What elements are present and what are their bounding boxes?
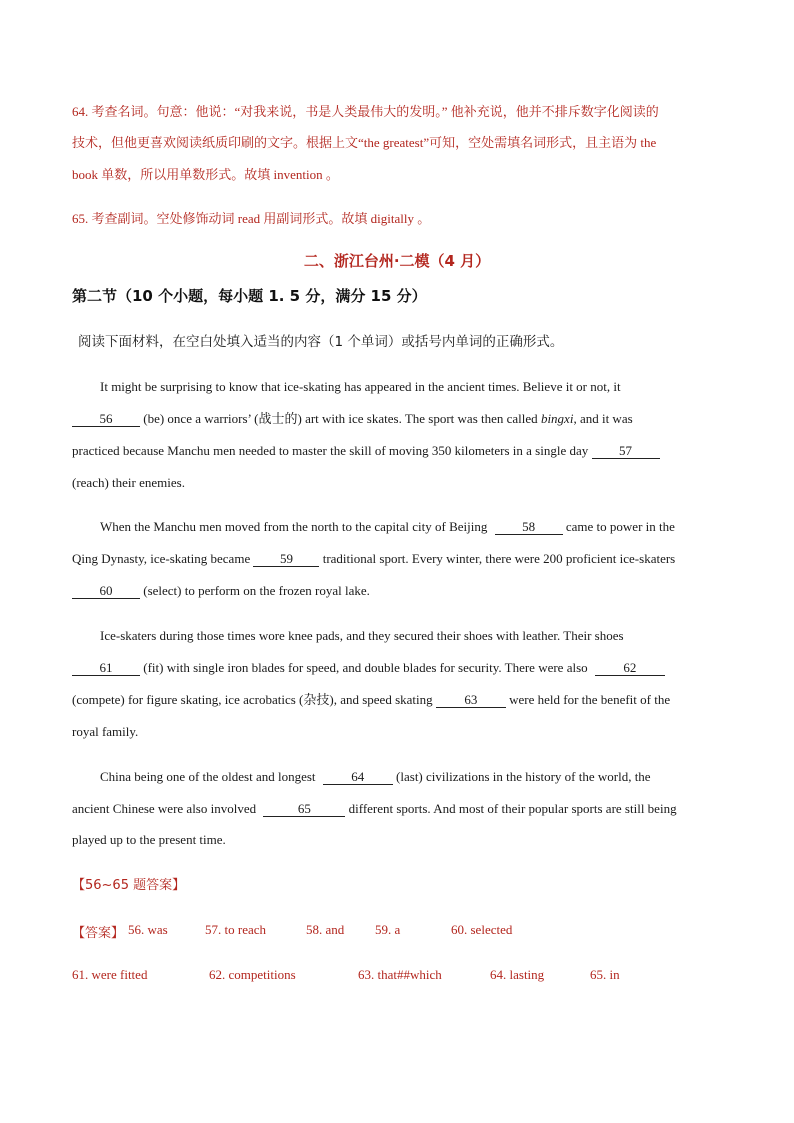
blank-58[interactable]: 58 xyxy=(495,519,563,535)
answer-61: 61. were fitted xyxy=(72,967,148,982)
passage-p3-line-4: royal family. xyxy=(72,724,139,739)
passage-p1-line-3 xyxy=(72,442,724,460)
passage-text: different sports. And most of their popular sports are still being xyxy=(348,801,677,816)
blank-65[interactable]: 65 xyxy=(263,801,345,817)
passage-p1-line-1: It might be surprising to know that ice-skating has appeared in the ancient times. Believe it or not, it xyxy=(100,379,621,394)
answers-label: 【答案】 xyxy=(72,926,125,941)
passage-text: (last) civilizations in the history of the world, the xyxy=(396,769,651,784)
passage-p1-line-2 xyxy=(72,410,724,428)
passage-text: ancient Chinese were also involved xyxy=(72,801,257,816)
passage-text: (be) once a warriors’ (战士的) art with ice skates. The sport was then called xyxy=(143,411,541,426)
passage-text: practiced because Manchu men needed to master the skill of moving 350 kilometers in a single day xyxy=(72,443,589,458)
passage-italic-term: bingxi xyxy=(540,411,574,426)
answer-58: 58. and xyxy=(306,922,345,937)
answer-59: 59. a xyxy=(375,922,401,937)
passage-p3-line-3 xyxy=(72,691,724,709)
answer-62: 62. competitions xyxy=(209,967,296,982)
passage-text: came to power in the xyxy=(565,519,675,534)
blank-60[interactable]: 60 xyxy=(72,583,140,599)
answer-63: 63. that##which xyxy=(358,967,442,982)
answer-57: 57. to reach xyxy=(205,922,267,937)
explanation-64-line-3: book 单数，所以用单数形式。故填 invention 。 xyxy=(72,167,339,182)
blank-64[interactable]: 64 xyxy=(323,769,393,785)
passage-text: were held for the benefit of the xyxy=(509,692,671,707)
passage-text: Qing Dynasty, ice-skating became xyxy=(72,551,251,566)
passage-text: When the Manchu men moved from the north to the capital city of Beijing xyxy=(100,519,488,534)
blank-57[interactable]: 57 xyxy=(592,443,660,459)
blank-63[interactable]: 63 xyxy=(436,692,506,708)
blank-59[interactable]: 59 xyxy=(253,551,319,567)
passage-p2-line-2 xyxy=(72,550,724,568)
passage-p4-line-3: played up to the present time. xyxy=(72,832,226,847)
passage-text: traditional sport. Every winter, there were 200 proficient ice-skaters xyxy=(322,551,676,566)
passage-text: , and it was xyxy=(573,411,633,426)
passage-p3-line-2 xyxy=(72,659,724,677)
explanation-64-line-1: 64. 考查名词。句意：他说：“对我来说，书是人类最伟大的发明。” 他补充说，他并不排斥数字化阅读的 xyxy=(72,104,659,119)
blank-56[interactable]: 56 xyxy=(72,411,140,427)
section-title: 第二节（10 个小题，每小题 1. 5 分，满分 15 分） xyxy=(72,287,427,305)
passage-text: China being one of the oldest and longest xyxy=(100,769,316,784)
passage-text: (select) to perform on the frozen royal lake. xyxy=(143,583,370,598)
passage-p3-line-1: Ice-skaters during those times wore knee pads, and they secured their shoes with leather. Their shoes xyxy=(100,628,624,643)
answer-60: 60. selected xyxy=(451,922,513,937)
passage-text: (fit) with single iron blades for speed, and double blades for security. There were also xyxy=(143,660,588,675)
passage-p4-line-2 xyxy=(72,800,724,818)
explanation-65: 65. 考查副词。空处修饰动词 read 用副词形式。故填 digitally 。 xyxy=(72,211,431,226)
answers-title: 【56~65 题答案】 xyxy=(72,878,186,893)
answer-65: 65. in xyxy=(590,967,620,982)
passage-text: (compete) for figure skating, ice acrobatics (杂技), and speed skating xyxy=(72,692,433,707)
answer-64: 64. lasting xyxy=(490,967,545,982)
blank-61[interactable]: 61 xyxy=(72,660,140,676)
explanation-64-line-2: 技术，但他更喜欢阅读纸质印刷的文字。根据上文“the greatest”可知，空处需填名词形式，且主语为 the xyxy=(72,135,657,150)
section-heading: 二、浙江台州·二模（4 月） xyxy=(303,252,491,270)
instruction: 阅读下面材料，在空白处填入适当的内容（1 个单词）或括号内单词的正确形式。 xyxy=(78,334,564,350)
answer-56: 56. was xyxy=(128,922,168,937)
passage-p2-line-3 xyxy=(72,582,724,600)
passage-p4-line-1 xyxy=(100,768,752,786)
passage-p2-line-1 xyxy=(100,518,752,536)
blank-62[interactable]: 62 xyxy=(595,660,665,676)
passage-p1-line-4: (reach) their enemies. xyxy=(72,475,185,490)
